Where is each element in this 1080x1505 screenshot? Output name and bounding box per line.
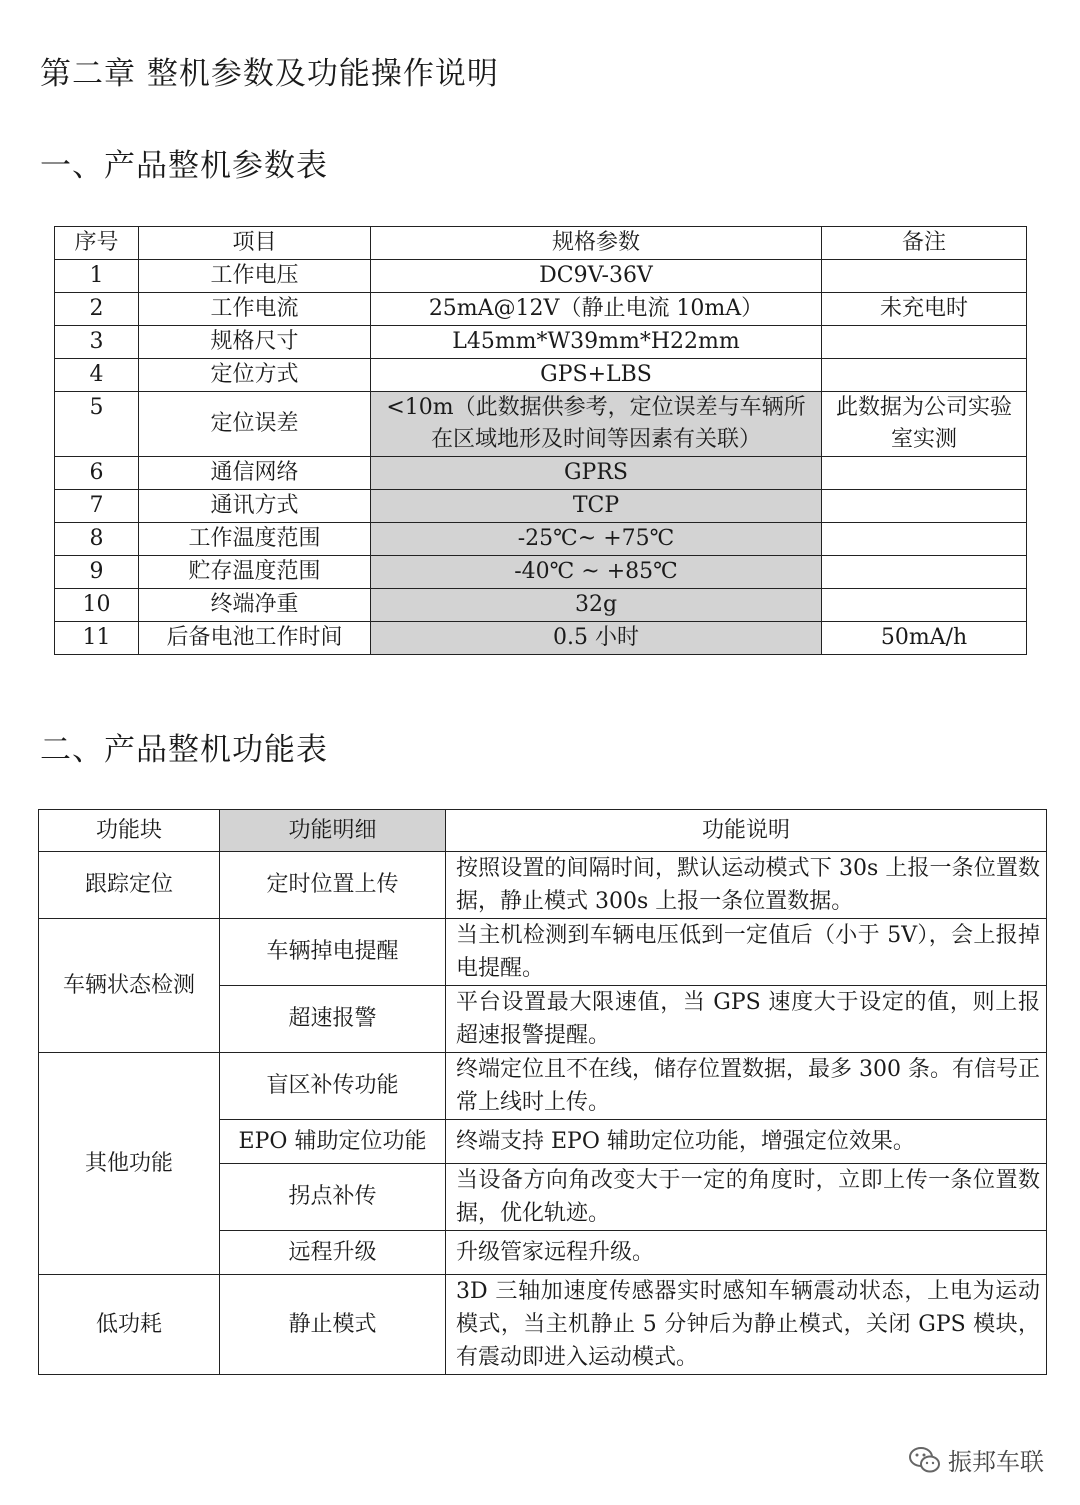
cell-note bbox=[822, 490, 1027, 523]
cell-no: 2 bbox=[55, 293, 139, 326]
cell-item: 贮存温度范围 bbox=[139, 556, 371, 589]
cell-item: 定位方式 bbox=[139, 359, 371, 392]
params-table bbox=[54, 226, 1027, 655]
cell-block: 低功耗 bbox=[39, 1275, 220, 1375]
header-no: 序号 bbox=[55, 227, 139, 260]
cell-desc: 3D 三轴加速度传感器实时感知车辆震动状态，上电为运动模式，当主机静止 5 分钟后为静止模式，关闭 GPS 模块，有震动即进入运动模式。 bbox=[446, 1275, 1047, 1375]
table-row bbox=[55, 359, 1027, 392]
cell-spec: 0.5 小时 bbox=[371, 622, 822, 655]
table-row bbox=[55, 490, 1027, 523]
cell-no: 7 bbox=[55, 490, 139, 523]
cell-item: 定位误差 bbox=[139, 392, 371, 457]
watermark-text: 振邦车联 bbox=[948, 1448, 1044, 1476]
table-row bbox=[55, 523, 1027, 556]
table-row bbox=[55, 392, 1027, 457]
cell-desc: 终端定位且不在线，储存位置数据，最多 300 条。有信号正常上线时上传。 bbox=[446, 1053, 1047, 1120]
params-heading: 一、产品整机参数表 bbox=[40, 148, 328, 184]
cell-no: 11 bbox=[55, 622, 139, 655]
table-row bbox=[55, 556, 1027, 589]
cell-note bbox=[822, 556, 1027, 589]
cell-item: 工作电压 bbox=[139, 260, 371, 293]
header-desc: 功能说明 bbox=[446, 810, 1047, 852]
cell-desc: 终端支持 EPO 辅助定位功能，增强定位效果。 bbox=[446, 1120, 1047, 1164]
funcs-heading: 二、产品整机功能表 bbox=[40, 732, 328, 768]
header-note: 备注 bbox=[822, 227, 1027, 260]
cell-item: 通讯方式 bbox=[139, 490, 371, 523]
cell-item: 通信网络 bbox=[139, 457, 371, 490]
cell-spec: 25mA@12V（静止电流 10mA） bbox=[371, 293, 822, 326]
cell-note bbox=[822, 457, 1027, 490]
table-row bbox=[39, 1053, 1047, 1120]
cell-desc: 按照设置的间隔时间，默认运动模式下 30s 上报一条位置数据，静止模式 300s 上报一条位置数据。 bbox=[446, 852, 1047, 919]
table-header-row bbox=[55, 227, 1027, 260]
cell-note bbox=[822, 589, 1027, 622]
cell-block: 其他功能 bbox=[39, 1053, 220, 1275]
cell-note bbox=[822, 523, 1027, 556]
cell-desc: 升级管家远程升级。 bbox=[446, 1231, 1047, 1275]
functions-table bbox=[38, 809, 1047, 1375]
cell-item: 工作温度范围 bbox=[139, 523, 371, 556]
cell-spec: -40℃ ~ +85℃ bbox=[371, 556, 822, 589]
cell-no: 1 bbox=[55, 260, 139, 293]
table-row bbox=[55, 293, 1027, 326]
table-row bbox=[39, 919, 1047, 986]
cell-detail: 盲区补传功能 bbox=[220, 1053, 446, 1120]
header-item: 项目 bbox=[139, 227, 371, 260]
header-spec: 规格参数 bbox=[371, 227, 822, 260]
cell-no: 8 bbox=[55, 523, 139, 556]
cell-block: 跟踪定位 bbox=[39, 852, 220, 919]
cell-no: 10 bbox=[55, 589, 139, 622]
cell-note bbox=[822, 260, 1027, 293]
cell-spec: 32g bbox=[371, 589, 822, 622]
cell-detail: 拐点补传 bbox=[220, 1164, 446, 1231]
cell-no: 6 bbox=[55, 457, 139, 490]
cell-spec: DC9V-36V bbox=[371, 260, 822, 293]
cell-note bbox=[822, 326, 1027, 359]
table-row bbox=[55, 260, 1027, 293]
cell-spec: TCP bbox=[371, 490, 822, 523]
cell-desc: 当主机检测到车辆电压低到一定值后（小于 5V），会上报掉电提醒。 bbox=[446, 919, 1047, 986]
table-row bbox=[39, 852, 1047, 919]
cell-item: 规格尺寸 bbox=[139, 326, 371, 359]
table-row bbox=[39, 1275, 1047, 1375]
table-row bbox=[55, 457, 1027, 490]
cell-no: 5 bbox=[55, 392, 139, 457]
cell-block: 车辆状态检测 bbox=[39, 919, 220, 1053]
cell-note: 50mA/h bbox=[822, 622, 1027, 655]
chapter-title: 第二章 整机参数及功能操作说明 bbox=[40, 56, 499, 92]
cell-note: 此数据为公司实验室实测 bbox=[822, 392, 1027, 457]
cell-spec: <10m（此数据供参考，定位误差与车辆所在区域地形及时间等因素有关联） bbox=[371, 392, 822, 457]
cell-detail: 静止模式 bbox=[220, 1275, 446, 1375]
cell-note: 未充电时 bbox=[822, 293, 1027, 326]
cell-detail: 车辆掉电提醒 bbox=[220, 919, 446, 986]
table-row bbox=[55, 589, 1027, 622]
header-block: 功能块 bbox=[39, 810, 220, 852]
table-header-row bbox=[39, 810, 1047, 852]
cell-detail: 定时位置上传 bbox=[220, 852, 446, 919]
cell-spec: GPRS bbox=[371, 457, 822, 490]
wechat-icon bbox=[908, 1445, 942, 1475]
cell-desc: 平台设置最大限速值，当 GPS 速度大于设定的值，则上报超速报警提醒。 bbox=[446, 986, 1047, 1053]
cell-item: 工作电流 bbox=[139, 293, 371, 326]
cell-detail: EPO 辅助定位功能 bbox=[220, 1120, 446, 1164]
cell-item: 后备电池工作时间 bbox=[139, 622, 371, 655]
cell-note bbox=[822, 359, 1027, 392]
table-row bbox=[55, 622, 1027, 655]
header-detail: 功能明细 bbox=[220, 810, 446, 852]
cell-spec: -25℃~ +75℃ bbox=[371, 523, 822, 556]
cell-spec: L45mm*W39mm*H22mm bbox=[371, 326, 822, 359]
watermark bbox=[908, 1442, 1044, 1477]
cell-no: 4 bbox=[55, 359, 139, 392]
cell-no: 9 bbox=[55, 556, 139, 589]
cell-desc: 当设备方向角改变大于一定的角度时，立即上传一条位置数据，优化轨迹。 bbox=[446, 1164, 1047, 1231]
cell-detail: 超速报警 bbox=[220, 986, 446, 1053]
cell-no: 3 bbox=[55, 326, 139, 359]
cell-item: 终端净重 bbox=[139, 589, 371, 622]
table-row bbox=[55, 326, 1027, 359]
cell-spec: GPS+LBS bbox=[371, 359, 822, 392]
cell-detail: 远程升级 bbox=[220, 1231, 446, 1275]
